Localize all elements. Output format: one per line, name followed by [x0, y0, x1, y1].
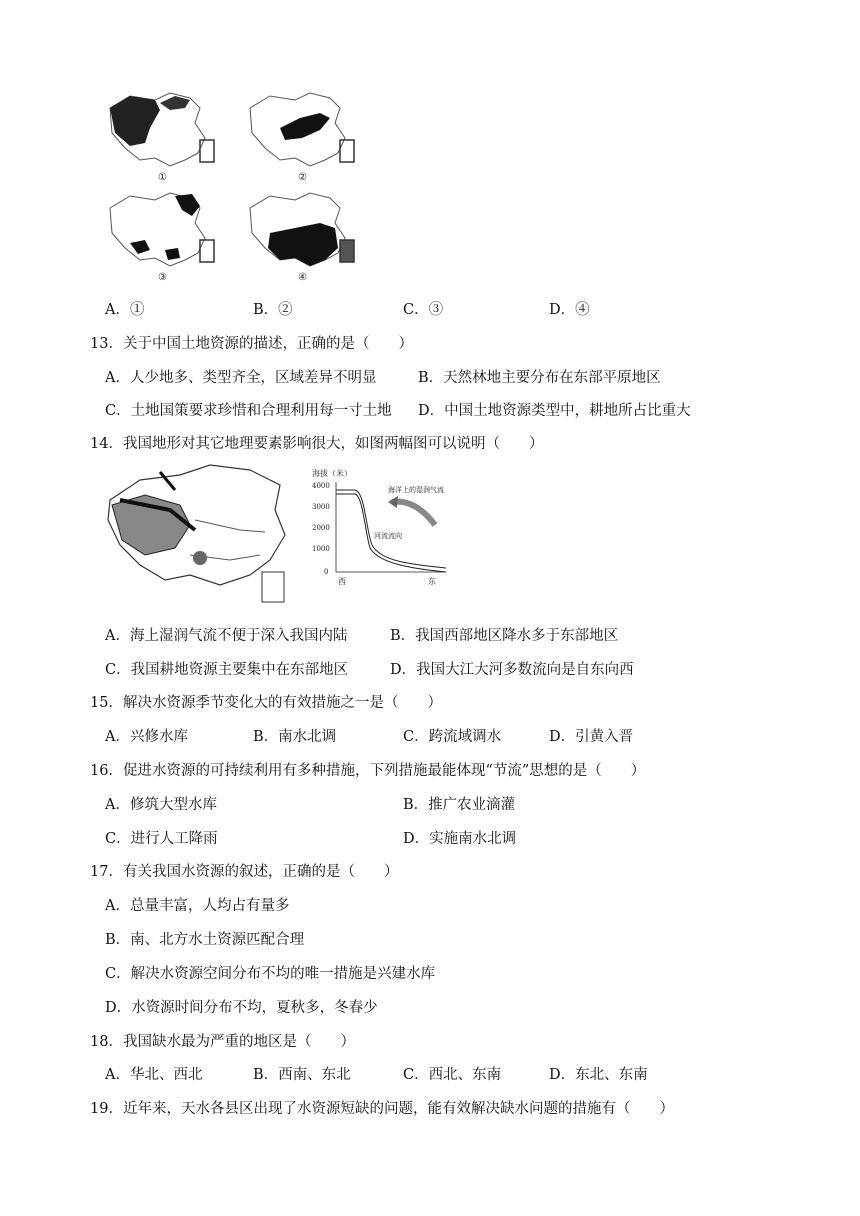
ytick-0: 0 [324, 568, 329, 576]
profile-ylabel: 海拔（米） [312, 469, 352, 478]
q16-stem: 16．促进水资源的可持续利用有多种措施，下列措施最能体现“节流”思想的是（ ） [90, 763, 646, 779]
q17-option-d[interactable]: D．水资源时间分布不均，夏秋多，冬春少 [105, 1000, 378, 1016]
airflow-label: 海洋上的湿润气流 [388, 486, 444, 494]
q14-stem: 14．我国地形对其它地理要素影响很大，如图两幅图可以说明（ ） [90, 436, 544, 452]
q16-option-a[interactable]: A．修筑大型水库 [105, 797, 217, 813]
q14-option-d[interactable]: D．我国大江大河多数流向是自东向西 [390, 662, 634, 678]
q17-option-c[interactable]: C．解决水资源空间分布不均的唯一措施是兴建水库 [105, 966, 436, 982]
q12-option-a[interactable]: A．① [105, 302, 145, 318]
q18-option-a[interactable]: A．华北、西北 [105, 1067, 203, 1083]
ytick-4000: 4000 [312, 482, 330, 490]
map-3 [100, 188, 230, 283]
q18-option-b[interactable]: B．西南、东北 [253, 1067, 351, 1083]
q13-option-d[interactable]: D．中国土地资源类型中，耕地所占比重大 [418, 403, 691, 419]
q15-option-b[interactable]: B．南水北调 [253, 729, 337, 745]
q13-option-b[interactable]: B．天然林地主要分布在东部平原地区 [418, 370, 661, 386]
q12-option-d[interactable]: D．④ [549, 302, 590, 318]
map-4 [240, 188, 370, 283]
q18-option-c[interactable]: C．西北、东南 [403, 1067, 502, 1083]
q12-option-b[interactable]: B．② [253, 302, 293, 318]
west-label: 西 [338, 577, 346, 586]
river-label: 河流流向 [374, 532, 402, 540]
q16-option-d[interactable]: D．实施南水北调 [403, 831, 517, 847]
q16-option-b[interactable]: B．推广农业滴灌 [403, 797, 516, 813]
map-4-label: ④ [298, 272, 307, 283]
ytick-3000: 3000 [312, 503, 330, 511]
q13-option-c[interactable]: C．土地国策要求珍惜和合理利用每一寸土地 [105, 403, 392, 419]
q17-option-b[interactable]: B．南、北方水土资源匹配合理 [105, 932, 305, 948]
ytick-2000: 2000 [312, 524, 330, 532]
q12-map-figure [100, 88, 370, 288]
q17-stem: 17．有关我国水资源的叙述，正确的是（ ） [90, 864, 399, 880]
china-terrain-map [100, 460, 290, 610]
east-label: 东 [428, 577, 436, 586]
q18-option-d[interactable]: D．东北、东南 [549, 1067, 648, 1083]
q15-option-c[interactable]: C．跨流域调水 [403, 729, 502, 745]
map-1-label: ① [158, 172, 167, 183]
ytick-1000: 1000 [312, 545, 330, 553]
terrain-profile-diagram [310, 460, 450, 590]
q14-option-b[interactable]: B．我国西部地区降水多于东部地区 [390, 628, 619, 644]
map-1 [100, 88, 230, 183]
q13-option-a[interactable]: A．人少地多、类型齐全，区域差异不明显 [105, 370, 377, 386]
map-2-label: ② [298, 172, 307, 183]
q15-stem: 15．解决水资源季节变化大的有效措施之一是（ ） [90, 695, 442, 711]
q15-option-a[interactable]: A．兴修水库 [105, 729, 188, 745]
q16-option-c[interactable]: C．进行人工降雨 [105, 831, 218, 847]
map-2 [240, 88, 370, 183]
q14-option-c[interactable]: C．我国耕地资源主要集中在东部地区 [105, 662, 349, 678]
q13-stem: 13．关于中国土地资源的描述，正确的是（ ） [90, 336, 413, 352]
map-3-label: ③ [158, 272, 167, 283]
q14-figure [100, 460, 450, 610]
q19-stem: 19．近年来，天水各县区出现了水资源短缺的问题，能有效解决缺水问题的措施有（ ） [90, 1101, 674, 1117]
q14-option-a[interactable]: A．海上湿润气流不便于深入我国内陆 [105, 628, 348, 644]
q12-option-c[interactable]: C．③ [403, 302, 444, 318]
q17-option-a[interactable]: A．总量丰富，人均占有量多 [105, 898, 290, 914]
q15-option-d[interactable]: D．引黄入晋 [549, 729, 634, 745]
q18-stem: 18．我国缺水最为严重的地区是（ ） [90, 1034, 355, 1050]
